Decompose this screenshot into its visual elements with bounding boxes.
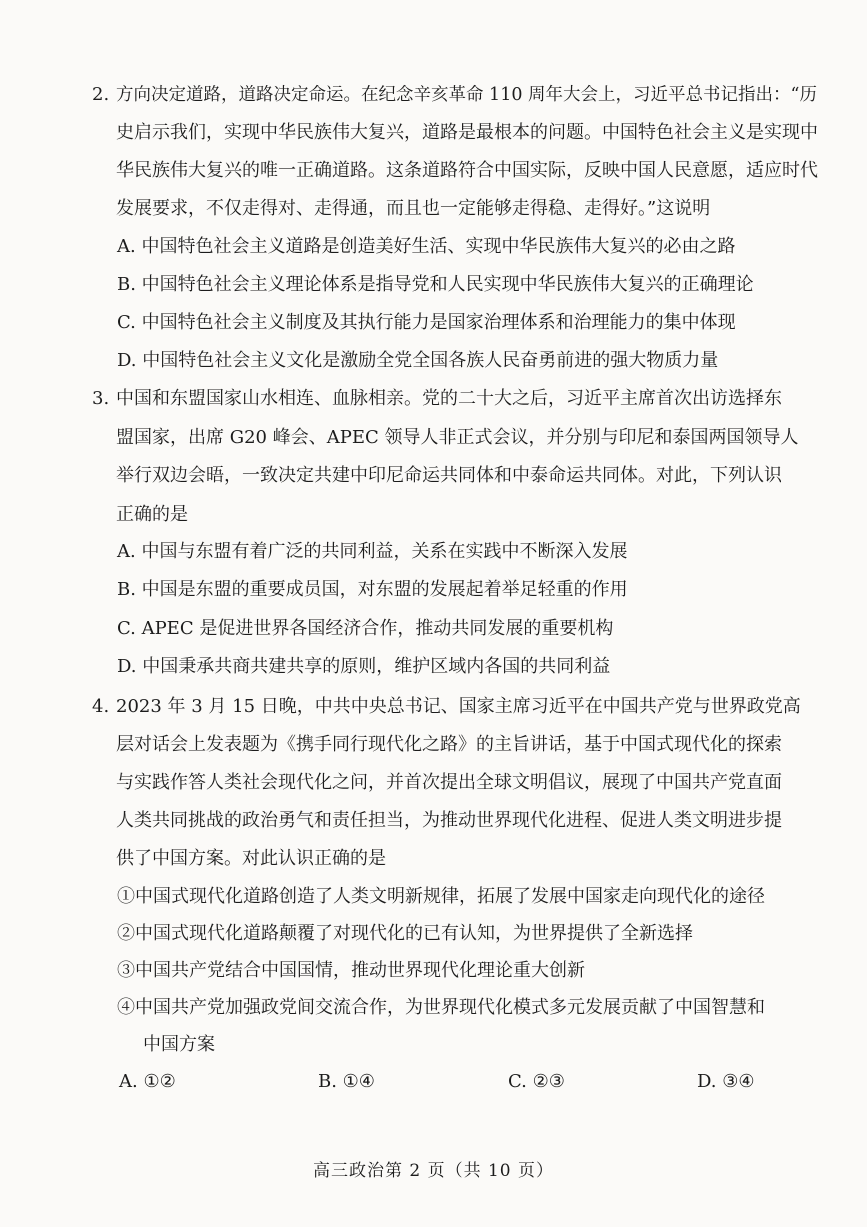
statement-2: ②中国式现代化道路颠覆了对现代化的已有认知，为世界提供了全新选择 (117, 923, 693, 944)
option-c: C. 中国特色社会主义制度及其执行能力是国家治理体系和治理能力的集中体现 (117, 312, 736, 333)
option-a: A. ①② (119, 1071, 176, 1092)
question-line: 2023 年 3 月 15 日晚，中共中央总书记、国家主席习近平在中国共产党与世界政党高 (116, 696, 801, 717)
question-line: 层对话会上发表题为《携手同行现代化之路》的主旨讲话，基于中国式现代化的探索 (116, 734, 782, 755)
option-a: A. 中国特色社会主义道路是创造美好生活、实现中华民族伟大复兴的必由之路 (117, 236, 736, 257)
question-line: 正确的是 (116, 504, 188, 525)
option-b: B. ①④ (318, 1071, 375, 1092)
page-footer: 高三政治第 2 页（共 10 页） (312, 1161, 555, 1181)
option-d: D. ③④ (697, 1071, 755, 1092)
question-line: 方向决定道路，道路决定命运。在纪念辛亥革命 110 周年大会上，习近平总书记指出：“历 (116, 85, 817, 105)
question-line: 发展要求，不仅走得对、走得通，而且也一定能够走得稳、走得好。”这说明 (116, 198, 711, 219)
question-line: 史启示我们，实现中华民族伟大复兴，道路是最根本的问题。中国特色社会主义是实现中 (116, 122, 818, 143)
question-number: 4. (92, 696, 110, 717)
statement-4-continued: 中国方案 (143, 1034, 215, 1055)
option-b: B. 中国特色社会主义理论体系是指导党和人民实现中华民族伟大复兴的正确理论 (117, 274, 754, 295)
statement-3: ③中国共产党结合中国国情，推动世界现代化理论重大创新 (117, 960, 585, 981)
question-number: 3. (92, 388, 110, 409)
question-line: 与实践作答人类社会现代化之问，并首次提出全球文明倡议，展现了中国共产党直面 (116, 772, 782, 793)
question-line: 举行双边会晤，一致决定共建中印尼命运共同体和中泰命运共同体。对此，下列认识 (116, 465, 782, 486)
question-line: 华民族伟大复兴的唯一正确道路。这条道路符合中国实际，反映中国人民意愿，适应时代 (116, 160, 818, 181)
question-line: 人类共同挑战的政治勇气和责任担当，为推动世界现代化进程、促进人类文明进步提 (116, 810, 782, 831)
question-number: 2. (92, 84, 110, 105)
statement-1: ①中国式现代化道路创造了人类文明新规律，拓展了发展中国家走向现代化的途径 (117, 886, 765, 907)
option-c: C. APEC 是促进世界各国经济合作，推动共同发展的重要机构 (117, 618, 614, 639)
option-c: C. ②③ (508, 1071, 565, 1092)
option-d: D. 中国特色社会主义文化是激励全党全国各族人民奋勇前进的强大物质力量 (117, 350, 719, 371)
statement-4: ④中国共产党加强政党间交流合作，为世界现代化模式多元发展贡献了中国智慧和 (117, 997, 765, 1018)
question-line: 盟国家，出席 G20 峰会、APEC 领导人非正式会议，并分别与印尼和泰国两国领导人 (116, 427, 799, 448)
option-b: B. 中国是东盟的重要成员国，对东盟的发展起着举足轻重的作用 (117, 579, 628, 600)
question-line: 供了中国方案。对此认识正确的是 (116, 848, 386, 869)
option-d: D. 中国秉承共商共建共享的原则，维护区域内各国的共同利益 (117, 656, 611, 677)
option-a: A. 中国与东盟有着广泛的共同利益，关系在实践中不断深入发展 (117, 541, 628, 562)
question-line: 中国和东盟国家山水相连、血脉相亲。党的二十大之后，习近平主席首次出访选择东 (116, 388, 782, 409)
